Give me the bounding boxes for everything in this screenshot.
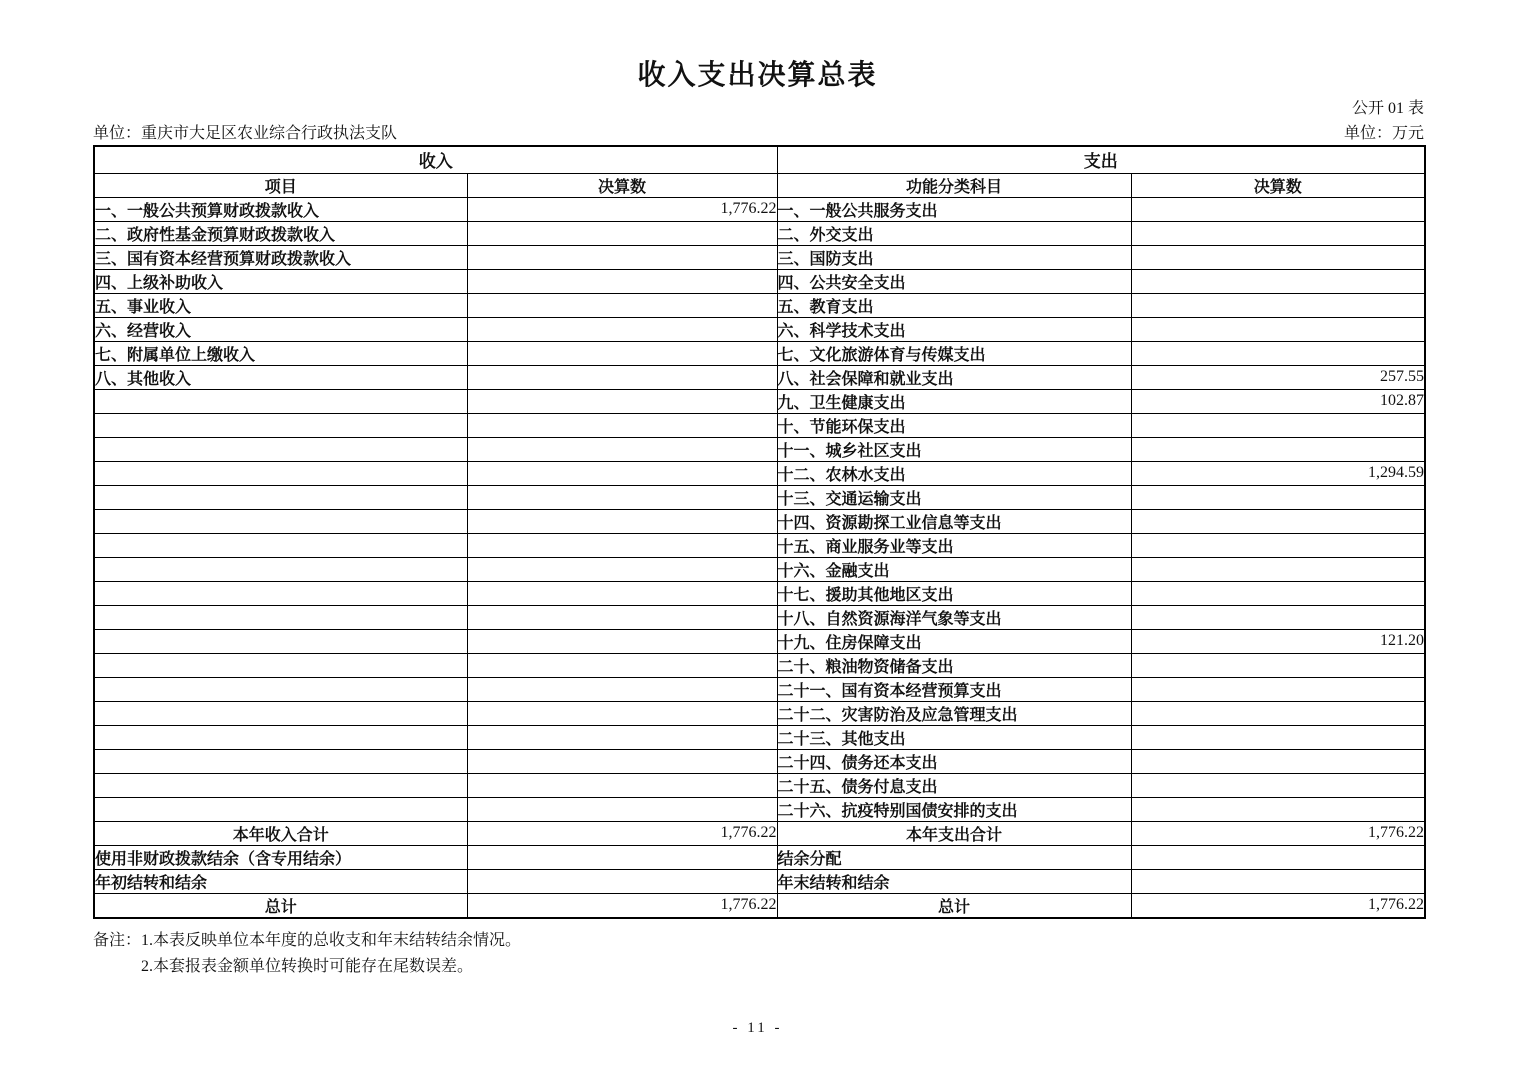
expense-item-cell: 十、节能环保支出 <box>777 413 1131 437</box>
income-item-cell: 八、其他收入 <box>94 365 467 389</box>
expense-amount-cell <box>1131 773 1425 797</box>
expense-amount-cell <box>1131 701 1425 725</box>
income-amount-cell <box>467 797 777 821</box>
income-amount-cell <box>467 293 777 317</box>
income-item-cell <box>94 605 467 629</box>
table-row <box>94 437 1425 461</box>
table-row <box>94 845 1425 869</box>
income-amount-cell: 1,776.22 <box>467 893 777 918</box>
income-amount-cell <box>467 341 777 365</box>
expense-item-cell: 十六、金融支出 <box>777 557 1131 581</box>
table-row <box>94 557 1425 581</box>
income-item-cell <box>94 629 467 653</box>
notes <box>93 928 521 980</box>
income-amount-cell <box>467 221 777 245</box>
income-item-cell <box>94 749 467 773</box>
income-amount-cell <box>467 581 777 605</box>
expense-item-cell: 二十六、抗疫特别国债安排的支出 <box>777 797 1131 821</box>
expense-item-cell: 十九、住房保障支出 <box>777 629 1131 653</box>
expense-amount-cell <box>1131 437 1425 461</box>
expense-item-cell: 十三、交通运输支出 <box>777 485 1131 509</box>
expense-amount-cell <box>1131 341 1425 365</box>
income-item-cell: 使用非财政拨款结余（含专用结余） <box>94 845 467 869</box>
income-amount-cell <box>467 557 777 581</box>
notes-body <box>141 928 521 980</box>
expense-amount-cell <box>1131 509 1425 533</box>
expense-item-cell: 结余分配 <box>777 845 1131 869</box>
expense-amount-cell <box>1131 749 1425 773</box>
income-amount-cell <box>467 677 777 701</box>
expense-amount-cell <box>1131 485 1425 509</box>
expense-item-cell: 总计 <box>777 893 1131 918</box>
income-amount-cell <box>467 437 777 461</box>
income-item-cell <box>94 581 467 605</box>
table-row <box>94 869 1425 893</box>
income-amount-cell <box>467 725 777 749</box>
income-amount-cell <box>467 509 777 533</box>
expense-amount-cell <box>1131 269 1425 293</box>
income-amount-cell <box>467 461 777 485</box>
expense-amount-cell <box>1131 725 1425 749</box>
expense-item-cell: 二、外交支出 <box>777 221 1131 245</box>
expense-item-cell: 三、国防支出 <box>777 245 1131 269</box>
table-row <box>94 485 1425 509</box>
table-row <box>94 533 1425 557</box>
unit-name-label: 单位：重庆市大足区农业综合行政执法支队 <box>93 125 398 142</box>
col-header-expense-amount: 决算数 <box>1131 173 1425 197</box>
expense-item-cell: 二十四、债务还本支出 <box>777 749 1131 773</box>
expense-item-cell: 十八、自然资源海洋气象等支出 <box>777 605 1131 629</box>
expense-item-cell: 十七、援助其他地区支出 <box>777 581 1131 605</box>
expense-item-cell: 二十二、灾害防治及应急管理支出 <box>777 701 1131 725</box>
income-amount-cell <box>467 245 777 269</box>
table-row <box>94 629 1425 653</box>
income-item-cell <box>94 677 467 701</box>
table-row <box>94 293 1425 317</box>
expense-item-cell: 四、公共安全支出 <box>777 269 1131 293</box>
expense-item-cell: 二十三、其他支出 <box>777 725 1131 749</box>
table-body <box>94 197 1425 918</box>
expense-item-cell: 十五、商业服务业等支出 <box>777 533 1131 557</box>
table-row <box>94 893 1425 918</box>
col-header-income-amount: 决算数 <box>467 173 777 197</box>
income-item-cell: 五、事业收入 <box>94 293 467 317</box>
table-row <box>94 245 1425 269</box>
income-amount-cell <box>467 533 777 557</box>
expense-amount-cell <box>1131 797 1425 821</box>
note-line-1: 1.本表反映单位本年度的总收支和年末结转结余情况。 <box>141 932 522 949</box>
income-item-cell <box>94 725 467 749</box>
expense-amount-cell <box>1131 413 1425 437</box>
expense-item-cell: 十二、农林水支出 <box>777 461 1131 485</box>
income-item-cell <box>94 389 467 413</box>
expense-section-header: 支出 <box>777 146 1425 173</box>
income-item-cell <box>94 485 467 509</box>
expense-amount-cell: 1,294.59 <box>1131 461 1425 485</box>
income-amount-cell <box>467 389 777 413</box>
income-amount-cell: 1,776.22 <box>467 821 777 845</box>
table-row <box>94 797 1425 821</box>
income-amount-cell <box>467 773 777 797</box>
expense-amount-cell: 102.87 <box>1131 389 1425 413</box>
income-item-cell <box>94 437 467 461</box>
table-row <box>94 509 1425 533</box>
income-item-cell: 一、一般公共预算财政拨款收入 <box>94 197 467 221</box>
income-item-cell <box>94 701 467 725</box>
currency-unit-label: 单位：万元 <box>1343 125 1424 142</box>
table-row <box>94 365 1425 389</box>
income-item-cell: 七、附属单位上缴收入 <box>94 341 467 365</box>
expense-amount-cell <box>1131 533 1425 557</box>
income-item-cell <box>94 413 467 437</box>
table-code-label: 公开 01 表 <box>1351 100 1424 117</box>
expense-item-cell: 十一、城乡社区支出 <box>777 437 1131 461</box>
table-row <box>94 725 1425 749</box>
income-amount-cell: 1,776.22 <box>467 197 777 221</box>
income-amount-cell <box>467 485 777 509</box>
table-row <box>94 341 1425 365</box>
table-row <box>94 773 1425 797</box>
expense-amount-cell <box>1131 677 1425 701</box>
income-item-cell <box>94 509 467 533</box>
income-item-cell <box>94 533 467 557</box>
table-row <box>94 413 1425 437</box>
column-header-row <box>94 173 1425 197</box>
income-item-cell: 四、上级补助收入 <box>94 269 467 293</box>
income-amount-cell <box>467 413 777 437</box>
table-row <box>94 605 1425 629</box>
meta-row <box>93 120 1424 143</box>
income-amount-cell <box>467 749 777 773</box>
income-section-header: 收入 <box>94 146 777 173</box>
table-row <box>94 701 1425 725</box>
table-row <box>94 653 1425 677</box>
expense-amount-cell: 1,776.22 <box>1131 821 1425 845</box>
income-item-cell: 六、经营收入 <box>94 317 467 341</box>
income-item-cell: 年初结转和结余 <box>94 869 467 893</box>
income-item-cell <box>94 797 467 821</box>
col-header-income-item: 项目 <box>94 173 467 197</box>
income-amount-cell <box>467 317 777 341</box>
expense-item-cell: 本年支出合计 <box>777 821 1131 845</box>
expense-item-cell: 五、教育支出 <box>777 293 1131 317</box>
table-row <box>94 221 1425 245</box>
income-item-cell: 总计 <box>94 893 467 918</box>
expense-amount-cell <box>1131 605 1425 629</box>
expense-amount-cell <box>1131 293 1425 317</box>
income-item-cell <box>94 773 467 797</box>
income-amount-cell <box>467 845 777 869</box>
expense-amount-cell <box>1131 845 1425 869</box>
expense-amount-cell <box>1131 197 1425 221</box>
expense-item-cell: 一、一般公共服务支出 <box>777 197 1131 221</box>
table-row <box>94 677 1425 701</box>
income-amount-cell <box>467 869 777 893</box>
budget-table <box>93 145 1426 919</box>
expense-item-cell: 二十一、国有资本经营预算支出 <box>777 677 1131 701</box>
section-header-row <box>94 146 1425 173</box>
expense-item-cell: 六、科学技术支出 <box>777 317 1131 341</box>
table-row <box>94 581 1425 605</box>
income-item-cell <box>94 557 467 581</box>
note-line-2: 2.本套报表金额单位转换时可能存在尾数误差。 <box>141 958 474 975</box>
expense-amount-cell: 257.55 <box>1131 365 1425 389</box>
income-amount-cell <box>467 701 777 725</box>
table-row <box>94 821 1425 845</box>
expense-item-cell: 八、社会保障和就业支出 <box>777 365 1131 389</box>
income-amount-cell <box>467 605 777 629</box>
page-number: - 11 - <box>732 1020 783 1036</box>
table-row <box>94 317 1425 341</box>
expense-item-cell: 二十五、债务付息支出 <box>777 773 1131 797</box>
income-amount-cell <box>467 629 777 653</box>
income-amount-cell <box>467 365 777 389</box>
table-row <box>94 749 1425 773</box>
expense-amount-cell <box>1131 317 1425 341</box>
expense-amount-cell: 121.20 <box>1131 629 1425 653</box>
expense-amount-cell: 1,776.22 <box>1131 893 1425 918</box>
col-header-expense-item: 功能分类科目 <box>777 173 1131 197</box>
table-row <box>94 197 1425 221</box>
income-item-cell <box>94 653 467 677</box>
page-title: 收入支出决算总表 <box>637 60 878 91</box>
expense-item-cell: 十四、资源勘探工业信息等支出 <box>777 509 1131 533</box>
expense-amount-cell <box>1131 221 1425 245</box>
income-amount-cell <box>467 653 777 677</box>
expense-amount-cell <box>1131 245 1425 269</box>
table-row <box>94 389 1425 413</box>
expense-item-cell: 七、文化旅游体育与传媒支出 <box>777 341 1131 365</box>
expense-amount-cell <box>1131 869 1425 893</box>
expense-amount-cell <box>1131 557 1425 581</box>
income-item-cell: 本年收入合计 <box>94 821 467 845</box>
expense-item-cell: 年末结转和结余 <box>777 869 1131 893</box>
income-item-cell: 三、国有资本经营预算财政拨款收入 <box>94 245 467 269</box>
table-row <box>94 461 1425 485</box>
income-item-cell <box>94 461 467 485</box>
expense-item-cell: 二十、粮油物资储备支出 <box>777 653 1131 677</box>
income-amount-cell <box>467 269 777 293</box>
expense-amount-cell <box>1131 653 1425 677</box>
expense-amount-cell <box>1131 581 1425 605</box>
expense-item-cell: 九、卫生健康支出 <box>777 389 1131 413</box>
income-item-cell: 二、政府性基金预算财政拨款收入 <box>94 221 467 245</box>
notes-label: 备注： <box>93 932 142 949</box>
table-row <box>94 269 1425 293</box>
